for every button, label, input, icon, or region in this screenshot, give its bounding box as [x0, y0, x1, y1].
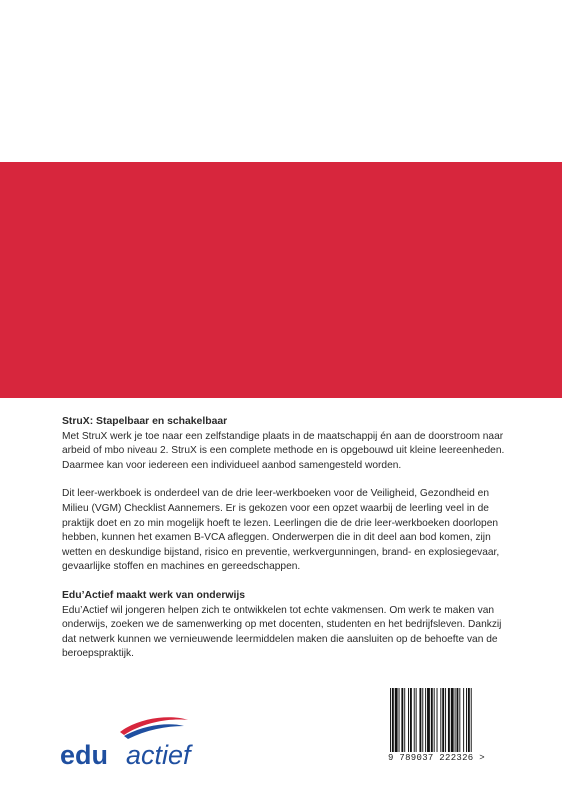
barcode-bar: [468, 688, 470, 752]
barcode-bar: [401, 688, 403, 752]
barcode-bar: [463, 688, 464, 752]
red-color-band: [0, 162, 562, 398]
paragraph-vgm: Dit leer-werkboek is onderdeel van de drie leer-werkboeken voor de Veiligheid, Gezondheid en Milieu (VGM) Checklist Aannemers. Er is gekozen voor een opzet waarbij de leerling veel in de praktijk doet en zo min mogelijk hoeft te lezen. Leerlingen die de drie leer-werkboeken doorlopen hebben, kunnen het examen B-VCA afleggen. Onderwerpen die in dit deel aan bod komen, zijn wetten en deskundige bijstand, risico en preventie, werkvergunningen, brand- en explosiegevaar, gevaarlijke stoffen en machines en gereedschappen.: [62, 488, 500, 573]
barcode-bar: [410, 688, 412, 752]
barcode-bar: [408, 688, 409, 752]
back-cover-text: [62, 415, 514, 676]
isbn-number: [388, 753, 518, 763]
barcode-bar: [425, 688, 426, 752]
barcode-bar: [440, 688, 441, 752]
barcode-bar: [459, 688, 460, 752]
barcode-bar: [419, 688, 421, 752]
barcode-bar: [427, 688, 430, 752]
logo-text-actief: actief: [126, 740, 191, 770]
barcode-bar: [448, 688, 450, 752]
barcode-bar: [399, 688, 400, 752]
barcode-bar: [466, 688, 467, 752]
barcode-bar: [390, 688, 391, 752]
barcode-bar: [395, 688, 398, 752]
logo-text-edu: edu: [60, 740, 109, 770]
barcode-bar: [471, 688, 472, 752]
barcode-bar: [445, 688, 446, 752]
barcode-bar: [455, 688, 456, 752]
section-heading-eduactief: Edu’Actief maakt werk van onderwijs: [62, 589, 246, 601]
barcode-bar: [442, 688, 444, 752]
barcode-bar: [431, 688, 433, 752]
barcode-bar: [437, 688, 438, 752]
barcode-bar: [404, 688, 405, 752]
section-heading-strux: StruX: Stapelbaar en schakelbaar: [62, 416, 228, 427]
barcode-bar: [457, 688, 459, 752]
barcode-bar: [422, 688, 423, 752]
barcode-bar: [414, 688, 415, 752]
barcode-bar: [392, 688, 394, 752]
eduactief-logo: [58, 708, 238, 778]
paragraph-strux: Met StruX werk je toe naar een zelfstandige plaats in de maatschappij én aan de doorstroom naar arbeid of mbo niveau 2. StruX is een complete methode en is opgebouwd uit kleine leereenheden. Daarmee kan voor iedereen een individueel aanbod samengesteld worden.: [62, 430, 505, 471]
barcode-bar: [451, 688, 454, 752]
paragraph-eduactief: Edu’Actief wil jongeren helpen zich te ontwikkelen tot echte vakmensen. Om werk te maken van onderwijs, zoeken we de samenwerking op met docenten, studenten en het bedrijfsleven. Dankzij dat netwerk kunnen we vernieuwende leermiddelen maken die aansluiten op de behoefte van de beroepspraktijk.: [62, 604, 502, 660]
isbn-barcode: [388, 688, 506, 758]
barcode-bar: [416, 688, 417, 752]
isbn-digits: 9 789037 222326: [388, 753, 474, 763]
isbn-marker: >: [479, 753, 485, 763]
barcode-bar: [434, 688, 435, 752]
